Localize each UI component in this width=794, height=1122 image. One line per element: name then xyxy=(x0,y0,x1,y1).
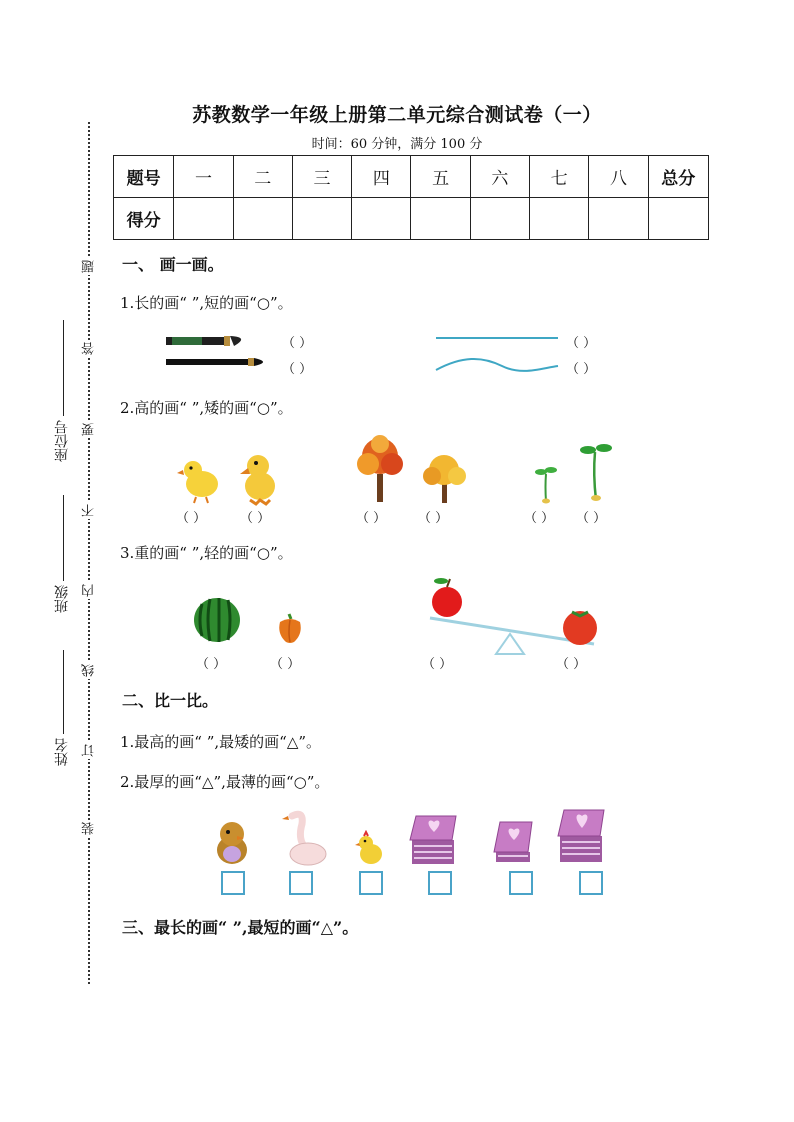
score-input-cell[interactable] xyxy=(648,198,708,240)
score-input-cell[interactable] xyxy=(352,198,411,240)
score-input-cell[interactable] xyxy=(589,198,648,240)
score-cell: 六 xyxy=(470,156,529,198)
seesaw-pivot xyxy=(496,634,524,654)
section1-question3: 3.重的画“ ”,轻的画“○”。 xyxy=(120,544,293,562)
answer-paren[interactable]: （ ） xyxy=(566,336,597,351)
answer-paren[interactable]: （ ） xyxy=(270,657,301,672)
seal-char: 装 xyxy=(82,822,97,835)
score-input-cell[interactable] xyxy=(233,198,292,240)
answer-paren[interactable]: （ ） xyxy=(422,657,453,672)
score-cell: 得分 xyxy=(114,198,174,240)
line-illustrations xyxy=(432,330,562,380)
answer-paren[interactable]: （ ） xyxy=(524,511,555,526)
answer-paren[interactable]: （ ） xyxy=(566,362,597,377)
score-cell: 一 xyxy=(174,156,233,198)
score-table-score-row xyxy=(114,198,709,240)
seal-char: 要 xyxy=(82,423,97,436)
section3-heading: 三、最长的画“ ”,最短的画“△”。 xyxy=(122,918,359,937)
section1-question1: 1.长的画“ ”,短的画“○”。 xyxy=(120,294,293,312)
seal-char: 线 xyxy=(82,664,97,677)
answer-paren[interactable]: （ ） xyxy=(556,657,587,672)
score-table xyxy=(113,155,709,240)
seal-char: 不 xyxy=(82,504,97,517)
short-tree-icon xyxy=(420,452,470,504)
seat-number-field[interactable] xyxy=(63,320,64,416)
medium-book-icon xyxy=(556,806,606,868)
name-label: 姓名 xyxy=(54,738,70,766)
section1-heading: 一、 画一画。 xyxy=(122,255,224,274)
duckling-icon xyxy=(236,450,280,506)
answer-paren[interactable]: （ ） xyxy=(282,336,313,351)
chick-icon xyxy=(176,450,224,504)
pepper-icon xyxy=(276,612,304,644)
long-brush-icon xyxy=(166,358,263,366)
answer-paren[interactable]: （ ） xyxy=(418,511,449,526)
score-cell: 总分 xyxy=(648,156,708,198)
thin-book-icon xyxy=(490,818,534,866)
score-cell: 七 xyxy=(530,156,589,198)
binding-dotted-line xyxy=(88,122,90,984)
answer-paren[interactable]: （ ） xyxy=(282,362,313,377)
score-cell: 二 xyxy=(233,156,292,198)
score-cell: 五 xyxy=(411,156,470,198)
score-input-cell[interactable] xyxy=(411,198,470,240)
score-input-cell[interactable] xyxy=(174,198,233,240)
section1-question2: 2.高的画“ ”,矮的画“○”。 xyxy=(120,399,293,417)
answer-box[interactable] xyxy=(221,871,245,895)
score-cell: 三 xyxy=(292,156,351,198)
score-cell: 八 xyxy=(589,156,648,198)
class-label: 班级 xyxy=(54,585,70,613)
score-input-cell[interactable] xyxy=(292,198,351,240)
page-title: 苏教数学一年级上册第二单元综合测试卷（一） xyxy=(192,104,602,126)
short-sprout-icon xyxy=(534,462,558,504)
watermelon-icon xyxy=(192,596,242,644)
section2-question2: 2.最厚的画“△”,最薄的画“○”。 xyxy=(120,773,330,791)
answer-paren[interactable]: （ ） xyxy=(196,657,227,672)
section2-question1: 1.最高的画“ ”,最矮的画“△”。 xyxy=(120,733,322,751)
score-input-cell[interactable] xyxy=(470,198,529,240)
goose-icon xyxy=(282,808,328,868)
seal-char: 答 xyxy=(82,342,97,355)
brush-illustrations xyxy=(162,331,272,371)
answer-box[interactable] xyxy=(579,871,603,895)
answer-box[interactable] xyxy=(359,871,383,895)
answer-box[interactable] xyxy=(428,871,452,895)
answer-paren[interactable]: （ ） xyxy=(240,511,271,526)
answer-box[interactable] xyxy=(289,871,313,895)
seal-char: 内 xyxy=(82,584,97,597)
answer-box[interactable] xyxy=(509,871,533,895)
answer-paren[interactable]: （ ） xyxy=(576,511,607,526)
seal-char: 订 xyxy=(82,744,97,757)
tomato-icon xyxy=(563,611,597,645)
tall-tree-icon xyxy=(352,434,408,504)
small-chick-icon xyxy=(354,830,386,868)
seesaw-illustration xyxy=(426,574,606,656)
answer-paren[interactable]: （ ） xyxy=(176,511,207,526)
thick-book-icon xyxy=(408,812,458,868)
seal-char: 题 xyxy=(82,260,97,273)
page-subtitle: 时间：60 分钟，满分 100 分 xyxy=(311,137,483,152)
seat-number-label: 座位号 xyxy=(54,420,70,462)
name-field[interactable] xyxy=(63,650,64,734)
curved-line xyxy=(436,359,558,371)
score-input-cell[interactable] xyxy=(530,198,589,240)
short-brush-icon xyxy=(166,336,241,346)
chicken-icon xyxy=(212,818,252,868)
apple-icon xyxy=(432,578,462,617)
score-cell: 题号 xyxy=(114,156,174,198)
answer-paren[interactable]: （ ） xyxy=(356,511,387,526)
score-table-header-row xyxy=(114,156,709,198)
tall-sprout-icon xyxy=(580,440,612,504)
class-field[interactable] xyxy=(63,495,64,581)
section2-heading: 二、比一比。 xyxy=(122,691,219,710)
score-cell: 四 xyxy=(352,156,411,198)
